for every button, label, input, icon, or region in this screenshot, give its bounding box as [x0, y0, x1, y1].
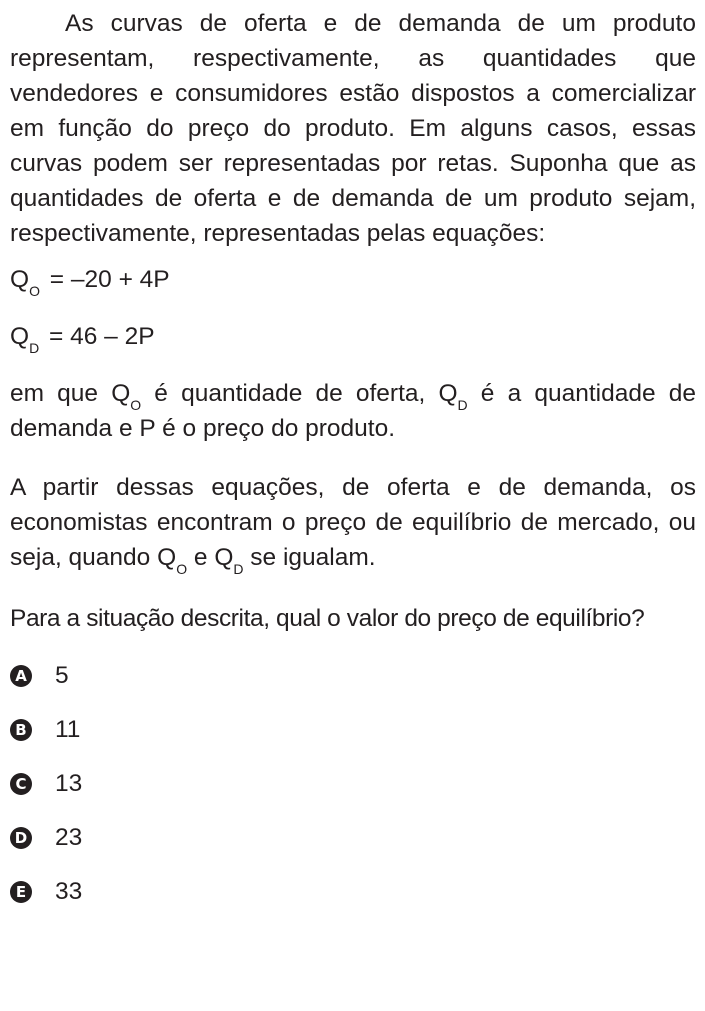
- definitions-paragraph: [10, 376, 696, 446]
- intro-paragraph: As curvas de oferta e de demanda de um produto representam, respectivamente, as quantidades que vendedores e consumidores estão dispostos a comercializar em função do preço do produto. Em alguns casos, essas curvas podem ser representadas por retas. Suponha que as quantidades de oferta e de demanda de um produto sejam, respectivamente, representadas pelas equações:: [10, 10, 696, 247]
- option-e-letter-badge: E: [10, 881, 32, 903]
- option-a-value: 5: [55, 662, 69, 689]
- definitions-subscript-d: D: [457, 397, 468, 413]
- option-b[interactable]: [10, 703, 696, 757]
- option-b-value: 11: [55, 716, 81, 743]
- question-text: Para a situação descrita, qual o valor do preço de equilíbrio?: [10, 605, 645, 632]
- option-c-value: 13: [55, 770, 83, 797]
- demand-subscript: D: [29, 340, 40, 356]
- supply-rhs: = –20 + 4P: [49, 266, 170, 293]
- definitions-text-3: é a quantidade de demanda e P é o preço do produto.: [10, 380, 696, 442]
- option-a-letter-badge: A: [10, 665, 32, 687]
- supply-symbol: Q: [10, 266, 30, 293]
- option-b-letter-badge: B: [10, 719, 32, 741]
- equilibrium-text-2: e Q: [187, 544, 234, 571]
- equilibrium-paragraph: [10, 470, 696, 575]
- option-d[interactable]: [10, 811, 696, 865]
- option-c-letter-badge: C: [10, 773, 32, 795]
- option-e[interactable]: [10, 865, 696, 919]
- definitions-subscript-o: O: [130, 397, 142, 413]
- supply-equation: [10, 262, 696, 297]
- definitions-text-2: é quantidade de oferta, Q: [141, 380, 458, 407]
- equilibrium-subscript-o: O: [176, 561, 188, 577]
- answer-options: [10, 649, 696, 919]
- equilibrium-text-3: se igualam.: [243, 544, 376, 571]
- demand-equation: [10, 319, 696, 354]
- demand-rhs: = 46 – 2P: [49, 323, 155, 350]
- demand-symbol: Q: [10, 323, 30, 350]
- equilibrium-text-1: A partir dessas equações, de oferta e de demanda, os economistas encontram o preço de equilíbrio de mercado, ou seja, quando Q: [10, 474, 696, 571]
- option-d-value: 23: [55, 824, 83, 851]
- option-d-letter-badge: D: [10, 827, 32, 849]
- option-e-value: 33: [55, 878, 83, 905]
- supply-subscript: O: [29, 283, 40, 299]
- definitions-text-1: em que Q: [10, 380, 131, 407]
- equilibrium-subscript-d: D: [233, 561, 244, 577]
- option-c[interactable]: [10, 757, 696, 811]
- option-a[interactable]: [10, 649, 696, 703]
